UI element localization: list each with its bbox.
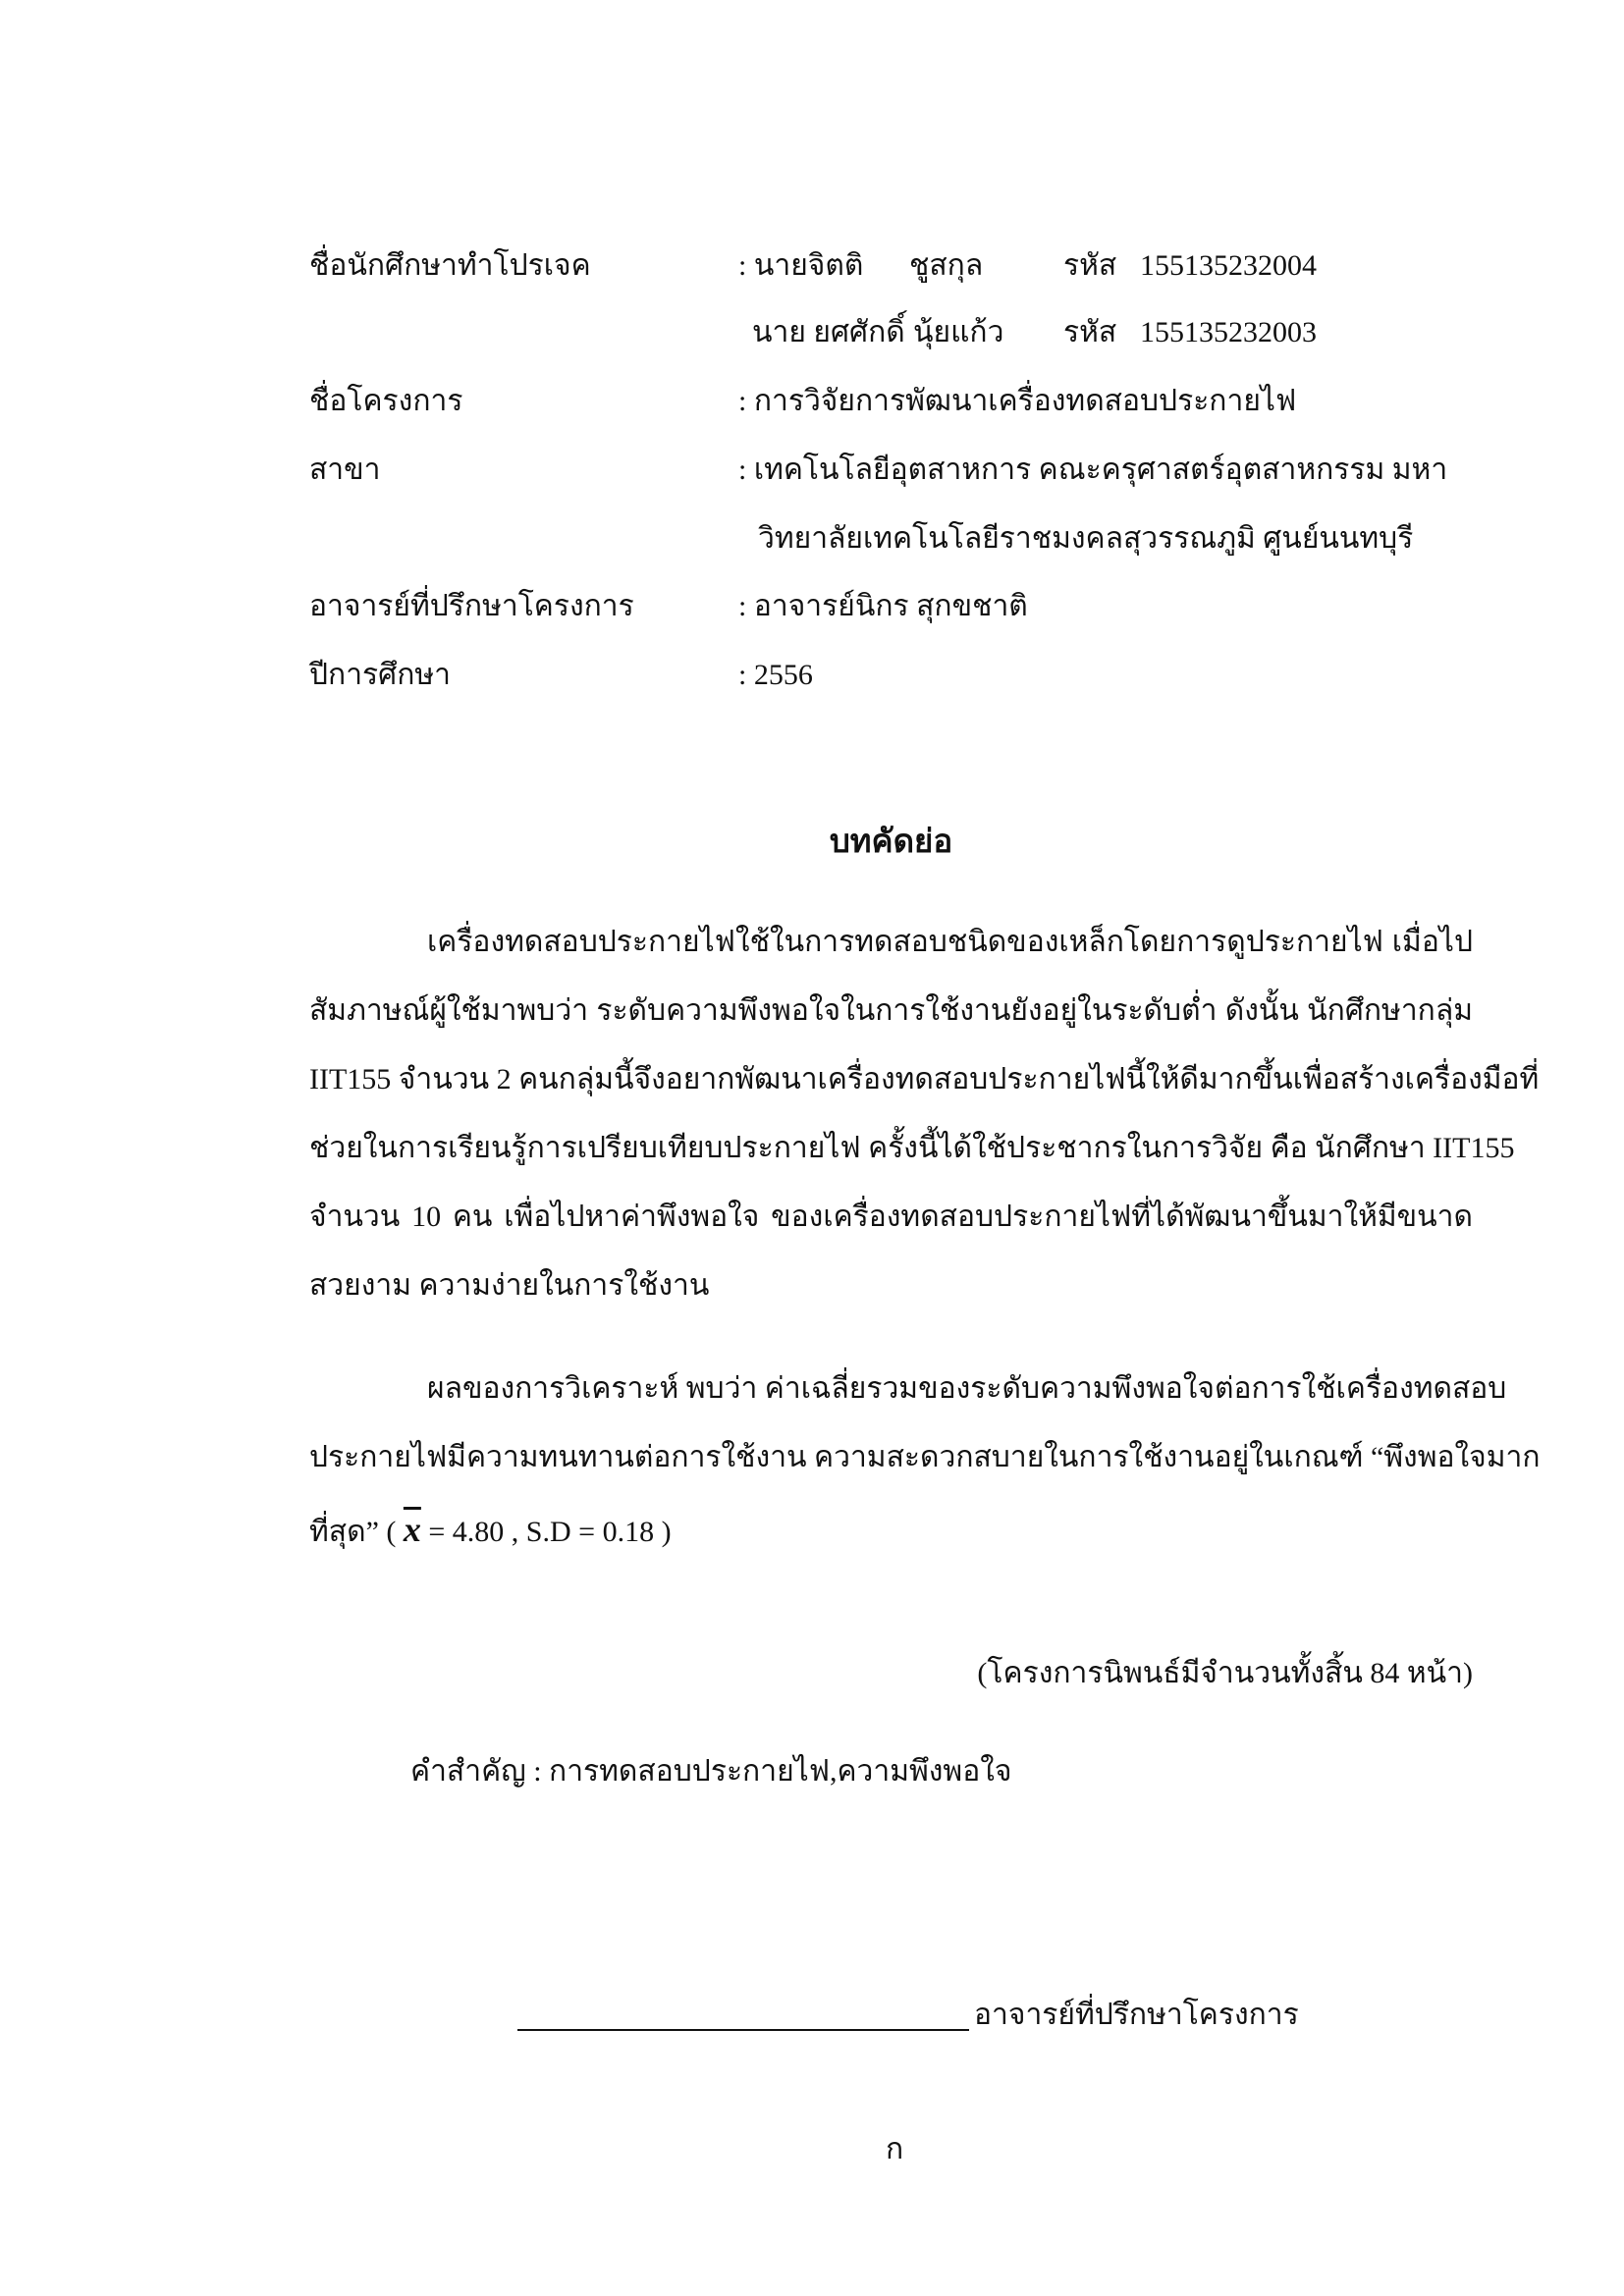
students-label: ชื่อนักศึกษาทำโปรเจค	[309, 249, 591, 282]
student2-surname: นุ้ยแก้ว	[913, 316, 1004, 348]
page-count: (โครงการนิพนธ์มีจำนวนทั้งสิ้น 84 หน้า)	[977, 1657, 1473, 1689]
abstract-line: เครื่องทดสอบประกายไฟใช้ในการทดสอบชนิดของเหล็กโดยการดูประกายไฟ เมื่อไป	[427, 926, 1473, 958]
branch-line1: : เทคโนโลยีอุตสาหการ คณะครุศาสตร์อุตสาหกรรม มหา	[738, 454, 1448, 486]
student2-id: 155135232003	[1140, 316, 1317, 348]
abstract-line: สัมภาษณ์ผู้ใช้มาพบว่า ระดับความพึงพอใจในการใช้งานยังอยู่ในระดับต่ำ ดังนั้น นักศึกษากลุ่ม	[309, 994, 1473, 1027]
student1-id: 155135232004	[1140, 249, 1317, 282]
student1-surname: ชูสกุล	[909, 249, 984, 282]
abstract-title: บทคัดย่อ	[829, 825, 953, 860]
signature-label: อาจารย์ที่ปรึกษาโครงการ	[974, 1999, 1299, 2031]
advisor-label: อาจารย์ที่ปรึกษาโครงการ	[309, 590, 634, 622]
result-line: ประกายไฟมีความทนทานต่อการใช้งาน ความสะดวกสบายในการใช้งานอยู่ในเกณฑ์ “พึงพอใจมาก	[309, 1441, 1541, 1473]
student1-name: : นายจิตติ	[738, 249, 864, 282]
year-value: : 2556	[738, 659, 813, 691]
year-label: ปีการศึกษา	[309, 659, 451, 691]
abstract-line: จำนวน 10 คน เพื่อไปหาค่าพึงพอใจ ของเครื่องทดสอบประกายไฟที่ได้พัฒนาขึ้นมาให้มีขนาด	[309, 1201, 1473, 1233]
result-prefix: ที่สุด” (	[309, 1516, 397, 1548]
student1-id-label: รหัส	[1063, 249, 1117, 282]
mean-symbol: $\overline{x}$	[403, 1510, 421, 1549]
result-suffix: = 4.80 , S.D = 0.18 )	[428, 1516, 672, 1548]
result-line: ผลของการวิเคราะห์ พบว่า ค่าเฉลี่ยรวมของระดับความพึงพอใจต่อการใช้เครื่องทดสอบ	[427, 1372, 1507, 1405]
result-line-last	[309, 1512, 672, 1547]
abstract-line: สวยงาม ความง่ายในการใช้งาน	[309, 1269, 710, 1302]
page-number: ก	[886, 2133, 904, 2165]
project-value: : การวิจัยการพัฒนาเครื่องทดสอบประกายไฟ	[738, 385, 1297, 417]
signature-line	[517, 2029, 969, 2031]
advisor-value: : อาจารย์นิกร สุกขชาติ	[738, 590, 1028, 622]
project-label: ชื่อโครงการ	[309, 385, 463, 417]
abstract-line: ช่วยในการเรียนรู้การเปรียบเทียบประกายไฟ ครั้งนี้ได้ใช้ประชากรในการวิจัย คือ นักศึกษา IIT155	[309, 1132, 1515, 1164]
keywords: คำสำคัญ : การทดสอบประกายไฟ,ความพึงพอใจ	[410, 1755, 1012, 1788]
abstract-line: IIT155 จำนวน 2 คนกลุ่มนี้จึงอยากพัฒนาเครื่องทดสอบประกายไฟนี้ให้ดีมากขึ้นเพื่อสร้างเครื่องมือที่	[309, 1063, 1540, 1095]
student2-id-label: รหัส	[1063, 316, 1117, 348]
branch-line2: วิทยาลัยเทคโนโลยีราชมงคลสุวรรณภูมิ ศูนย์นนทบุรี	[758, 522, 1414, 555]
branch-label: สาขา	[309, 454, 381, 486]
student2-name: นาย ยศศักดิ์	[752, 316, 905, 348]
